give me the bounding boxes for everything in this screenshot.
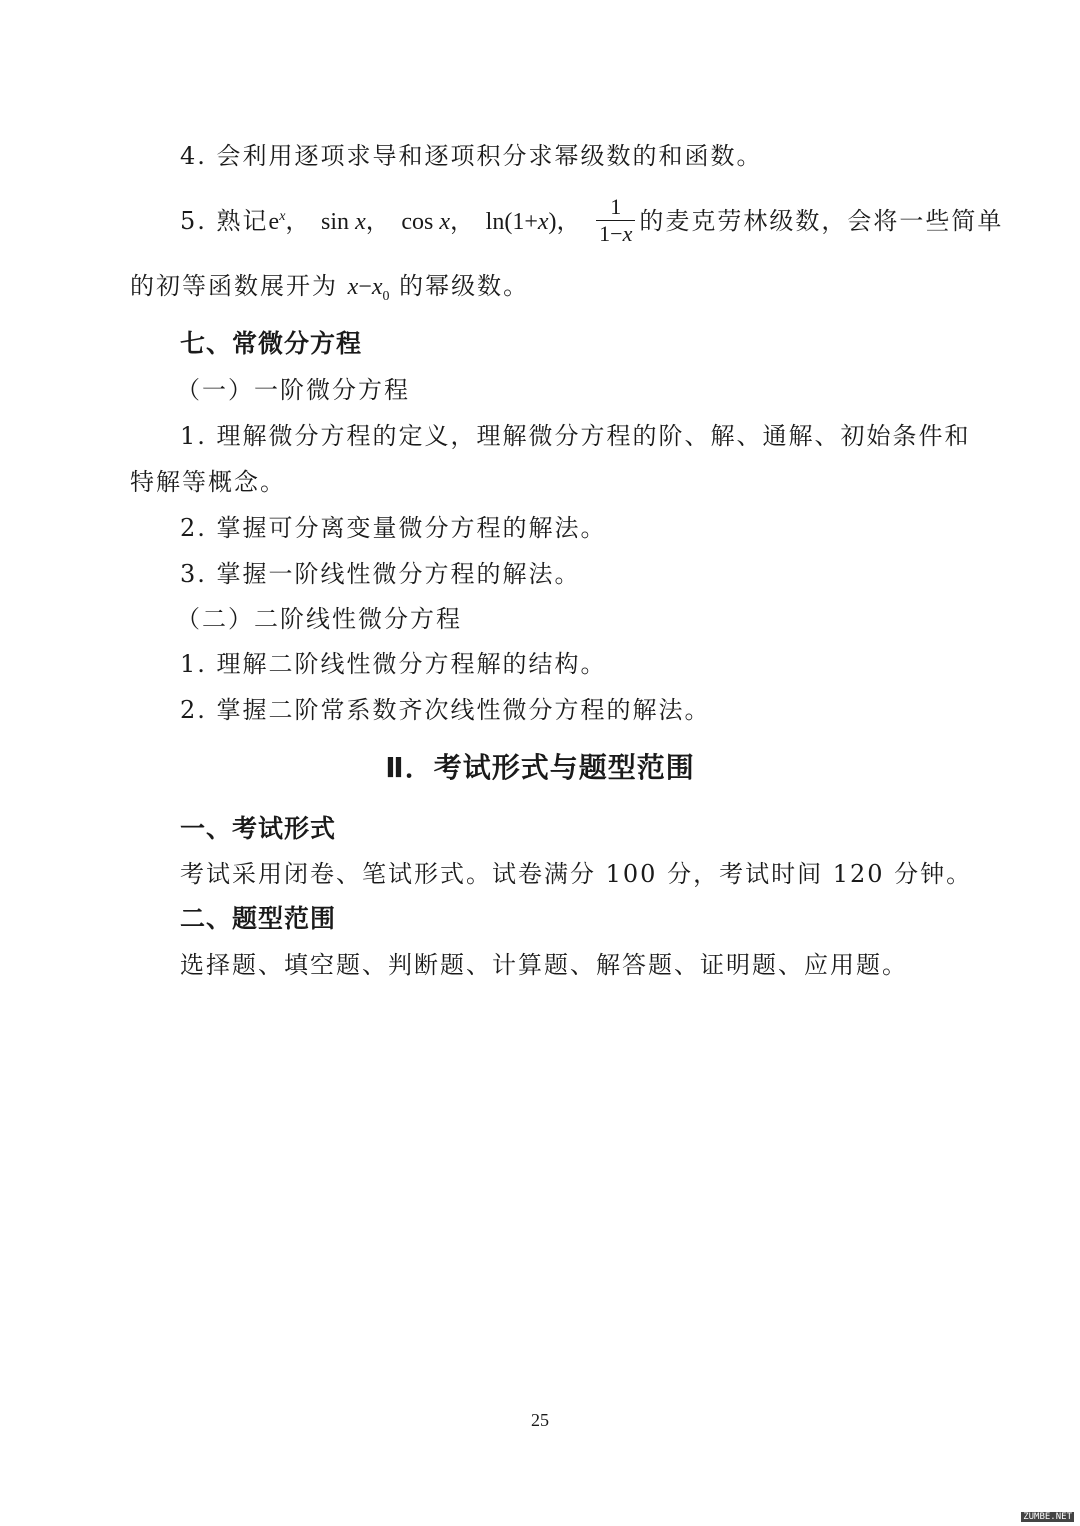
item-5-cont-prefix: 的初等函数展开为 (130, 272, 338, 300)
item-5-suffix: 的麦克劳林级数，会将一些简单 (639, 207, 1004, 235)
s2-item-1: 1. 理解二阶线性微分方程解的结构。 (180, 650, 607, 678)
page-number: 25 (531, 1410, 549, 1430)
separator: ， (285, 207, 312, 235)
math-sin: sin x (321, 209, 366, 235)
s1-item-2: 2. 掌握可分离变量微分方程的解法。 (180, 514, 607, 542)
item-4: 4. 会利用逐项求导和逐项积分求幂级数的和函数。 (180, 142, 763, 170)
section-7-sub-2: （二）二阶线性微分方程 (176, 605, 462, 633)
item-5 (180, 196, 1003, 249)
item-5-prefix: 5. 熟记 (180, 207, 269, 235)
watermark-logo: ZUMBE.NET (1023, 1512, 1072, 1522)
separator: ， (365, 207, 392, 235)
math-cos: cos x (401, 209, 451, 235)
part-2-heading-1: 一、考试形式 (180, 814, 337, 843)
math-fraction: $\frac{1}{1-x}$ (596, 194, 635, 247)
item-5-cont-suffix: 的幂级数。 (399, 272, 530, 300)
section-7-heading: 七、常微分方程 (180, 329, 363, 358)
math-ln: ln(1+x) (485, 209, 557, 235)
part-2-paragraph-1: 考试采用闭卷、笔试形式。试卷满分 100 分，考试时间 120 分钟。 (180, 860, 973, 888)
item-5-continuation (130, 270, 529, 303)
s2-item-2: 2. 掌握二阶常系数齐次线性微分方程的解法。 (180, 696, 711, 724)
math-e: $e^x$ (268, 209, 286, 235)
s1-item-1-line-1: 1. 理解微分方程的定义，理解微分方程的阶、解、通解、初始条件和 (180, 422, 971, 450)
separator: ， (556, 207, 583, 235)
part-2-paragraph-2: 选择题、填空题、判断题、计算题、解答题、证明题、应用题。 (180, 951, 908, 979)
part-2-title: Ⅱ．考试形式与题型范围 (385, 751, 695, 784)
part-2-heading-2: 二、题型范围 (180, 904, 337, 933)
s1-item-1-line-2: 特解等概念。 (130, 468, 286, 496)
separator: ， (450, 207, 477, 235)
section-7-sub-1: （一）一阶微分方程 (176, 376, 410, 404)
math-x-minus-x0: $x-x_0$ (347, 274, 390, 304)
s1-item-3: 3. 掌握一阶线性微分方程的解法。 (180, 560, 581, 588)
